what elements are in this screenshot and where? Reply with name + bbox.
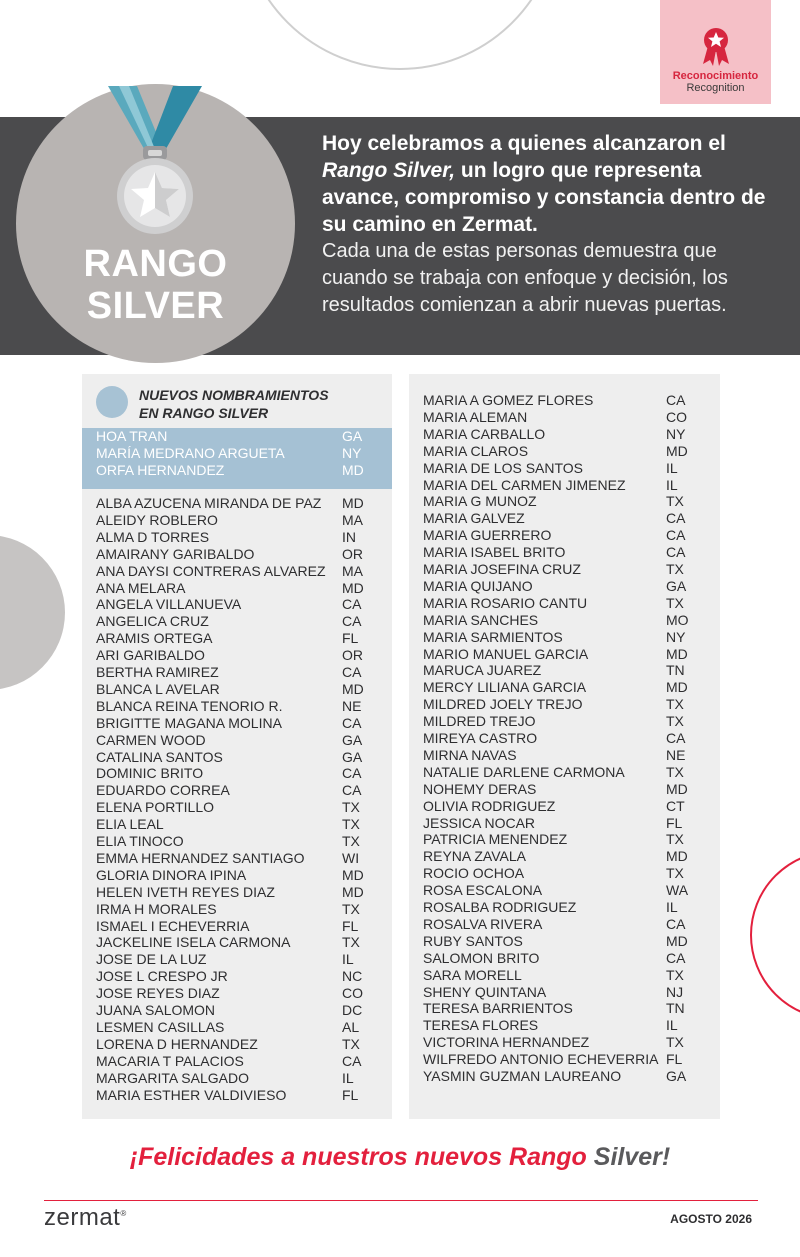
member-name: REYNA ZAVALA [423, 848, 526, 865]
member-name: MIREYA CASTRO [423, 730, 538, 746]
rank-title-line2: SILVER [86, 285, 225, 327]
rank-title-line1: RANGO [83, 243, 228, 285]
member-state: TX [666, 966, 684, 983]
member-state: GA [666, 577, 687, 594]
member-name: IRMA H MORALES [96, 900, 217, 917]
member-state: MD [342, 883, 364, 900]
name-row [423, 730, 696, 747]
name-row [96, 850, 372, 867]
name-row [423, 882, 696, 899]
name-row [423, 798, 696, 815]
name-row [96, 1053, 372, 1070]
member-state: MD [342, 680, 364, 697]
member-name: MARIA SARMIENTOS [423, 628, 563, 645]
member-state: IN [342, 528, 356, 545]
decorative-left-circle [0, 535, 65, 690]
name-row [423, 392, 696, 409]
member-state: IL [666, 476, 678, 493]
ribbon-star-icon [699, 26, 733, 66]
name-row [423, 933, 696, 950]
member-state: NC [342, 968, 363, 985]
badge-subtitle: Recognition [686, 82, 745, 94]
member-name: GLORIA DINORA IPINA [96, 866, 247, 883]
member-name: ANA MELARA [96, 579, 186, 596]
member-state: NY [342, 445, 362, 461]
member-state: WI [342, 849, 360, 866]
member-name: JESSICA NOCAR [423, 814, 536, 831]
name-row [96, 596, 372, 613]
member-state: CA [666, 544, 686, 561]
member-name: MARGARITA SALGADO [96, 1069, 249, 1086]
member-name: JACKELINE ISELA CARMONA [96, 934, 291, 951]
name-row [96, 1070, 372, 1087]
member-name: ALEIDY ROBLERO [96, 511, 218, 528]
name-row [96, 546, 372, 563]
member-name: ALMA D TORRES [96, 528, 210, 545]
name-row [96, 1019, 372, 1036]
member-name: OLIVIA RODRIGUEZ [423, 797, 556, 814]
member-name: ELENA PORTILLO [96, 799, 215, 816]
headline-bold [322, 130, 782, 238]
member-name: MARIA CLAROS [423, 442, 529, 459]
member-state: FL [342, 917, 359, 934]
member-state: OR [342, 545, 363, 562]
member-state: TX [666, 713, 684, 730]
member-name: DOMINIC BRITO [96, 765, 204, 782]
member-name: LESMEN CASILLAS [96, 1018, 225, 1035]
name-row [423, 662, 696, 679]
member-state: MD [666, 932, 688, 949]
member-name: MARIA QUIJANO [423, 577, 533, 594]
name-row [423, 984, 696, 1001]
name-row [96, 782, 372, 799]
name-row [96, 664, 372, 681]
name-row [96, 698, 372, 715]
decorative-top-arc [240, 0, 560, 70]
member-state: TX [666, 763, 684, 780]
name-row [423, 460, 696, 477]
name-row [423, 713, 696, 730]
member-state: MD [666, 780, 688, 797]
member-state: CA [342, 664, 362, 680]
name-row [423, 578, 696, 595]
member-state: MD [342, 866, 364, 883]
name-row [96, 867, 372, 884]
badge-title: Reconocimiento [672, 70, 759, 82]
name-row [423, 679, 696, 696]
name-row [423, 409, 696, 426]
name-row [423, 510, 696, 527]
decorative-right-arc [750, 850, 800, 1020]
member-state: TX [342, 900, 360, 917]
member-state: NY [666, 628, 686, 645]
member-state: CA [666, 949, 686, 966]
name-row [423, 831, 696, 848]
member-state: CA [666, 510, 686, 527]
member-name: EDUARDO CORREA [96, 782, 230, 799]
name-row [96, 495, 372, 512]
name-row [96, 1036, 372, 1053]
member-name: ELIA LEAL [96, 816, 164, 833]
name-row [423, 561, 696, 578]
member-name: MARUCA JUAREZ [423, 662, 542, 679]
name-row [96, 715, 372, 732]
name-row [423, 527, 696, 544]
name-row [423, 781, 696, 798]
member-state: CA [666, 730, 686, 746]
member-state: TX [666, 493, 684, 510]
member-state: IL [666, 459, 678, 476]
headline-rank-italic: Rango Silver, [322, 159, 456, 182]
name-row [96, 681, 372, 698]
name-row [423, 899, 696, 916]
member-state: CA [342, 765, 362, 782]
member-state: NY [666, 425, 686, 442]
member-name: YASMIN GUZMAN LAUREANO [423, 1068, 622, 1084]
member-name: MARIO MANUEL GARCIA [423, 645, 589, 662]
member-name: MARIA GALVEZ [423, 510, 525, 527]
member-name: ARI GARIBALDO [96, 647, 205, 664]
member-name: JUANA SALOMON [96, 1002, 216, 1018]
member-state: TX [666, 696, 684, 713]
member-name: MERCY LILIANA GARCIA [423, 679, 587, 696]
list-heading [139, 386, 379, 422]
member-name: MARIA G MUNOZ [423, 493, 537, 510]
member-name: MARÍA MEDRANO ARGUETA [96, 445, 285, 461]
member-name: HELEN IVETH REYES DIAZ [96, 883, 275, 900]
name-row [96, 968, 372, 985]
member-name: EMMA HERNANDEZ SANTIAGO [96, 849, 305, 866]
member-name: BLANCA L AVELAR [96, 680, 220, 697]
member-state: DC [342, 1002, 363, 1018]
member-name: MARIA GUERRERO [423, 527, 552, 544]
member-name: LORENA D HERNANDEZ [96, 1035, 258, 1052]
member-state: CA [666, 392, 686, 408]
member-name: MARIA JOSEFINA CRUZ [423, 561, 581, 577]
name-row [423, 493, 696, 510]
member-name: ROSA ESCALONA [423, 882, 543, 899]
headline [322, 130, 782, 319]
member-state: NE [342, 697, 362, 714]
rank-title [16, 243, 295, 327]
heading-dot [96, 386, 128, 418]
member-state: TX [342, 833, 360, 849]
member-state: MO [666, 611, 689, 628]
member-name: ROCIO OCHOA [423, 865, 525, 882]
member-state: CA [342, 613, 362, 630]
member-name: ARAMIS ORTEGA [96, 630, 213, 647]
name-row [423, 967, 696, 984]
name-row [423, 747, 696, 764]
name-row [96, 816, 372, 833]
name-row [423, 916, 696, 933]
member-name: MIRNA NAVAS [423, 746, 517, 763]
member-state: MD [666, 679, 688, 696]
zermat-logo: zermat® [44, 1204, 127, 1231]
name-row [96, 884, 372, 901]
recognition-badge [660, 0, 771, 104]
name-row [423, 1034, 696, 1051]
member-name: ELIA TINOCO [96, 833, 184, 849]
congrats-part1: ¡Felicidades a nuestros nuevos Rango [129, 1143, 594, 1171]
member-name: RUBY SANTOS [423, 932, 523, 949]
member-state: TX [666, 594, 684, 611]
member-name: MARIA SANCHES [423, 611, 539, 628]
member-state: TX [342, 1035, 360, 1052]
member-state: TX [666, 1034, 684, 1051]
headline-body: Cada una de estas personas demuestra que cuando se trabaja con enfoque y decisión, los resultados comienzan a abrir nuevas puertas. [322, 240, 728, 316]
member-name: ANGELA VILLANUEVA [96, 596, 242, 613]
member-name: BLANCA REINA TENORIO R. [96, 697, 283, 714]
name-row [96, 630, 372, 647]
name-row [423, 595, 696, 612]
member-name: SARA MORELL [423, 966, 522, 983]
name-row [96, 647, 372, 664]
name-row [423, 815, 696, 832]
member-state: MD [342, 462, 364, 478]
member-state: CO [342, 985, 363, 1002]
name-row [96, 951, 372, 968]
name-row [96, 799, 372, 816]
member-name: MARIA CARBALLO [423, 425, 546, 442]
member-name: ORFA HERNANDEZ [96, 462, 225, 478]
logo-text: zermat [44, 1204, 121, 1231]
member-name: JOSE L CRESPO JR [96, 968, 228, 985]
member-state: TX [666, 831, 684, 848]
member-name: ALBA AZUCENA MIRANDA DE PAZ [96, 495, 322, 511]
member-state: GA [342, 428, 363, 444]
highlighted-name-row [96, 462, 372, 479]
member-name: PATRICIA MENENDEZ [423, 831, 568, 848]
name-row [423, 696, 696, 713]
member-state: TN [666, 662, 685, 679]
member-name: ROSALVA RIVERA [423, 915, 543, 932]
member-state: CO [666, 408, 687, 425]
member-name: MARIA DE LOS SANTOS [423, 459, 584, 476]
member-state: WA [666, 882, 689, 899]
member-state: MA [342, 511, 363, 528]
name-row [96, 901, 372, 918]
member-state: MD [342, 579, 364, 596]
member-name: AMAIRANY GARIBALDO [96, 545, 255, 562]
member-state: MA [342, 562, 363, 579]
member-state: AL [342, 1018, 360, 1035]
name-row [96, 563, 372, 580]
member-name: TERESA BARRIENTOS [423, 1000, 573, 1017]
member-name: MILDRED TREJO [423, 713, 536, 730]
silver-medal-icon [105, 84, 205, 234]
member-state: GA [666, 1068, 687, 1084]
member-state: TX [342, 816, 360, 833]
name-row [423, 865, 696, 882]
member-state: MD [342, 495, 364, 511]
member-state: MD [666, 442, 688, 459]
member-name: MARIA DEL CARMEN JIMENEZ [423, 476, 626, 493]
member-state: CA [342, 596, 362, 613]
list-heading-line1: NUEVOS NOMBRAMIENTOS [139, 387, 329, 403]
member-name: CATALINA SANTOS [96, 748, 223, 765]
member-state: IL [342, 1069, 354, 1086]
congrats-part2: Silver! [593, 1143, 671, 1171]
member-name: SALOMON BRITO [423, 949, 540, 966]
member-state: CA [342, 714, 362, 731]
name-row [96, 613, 372, 630]
name-row [423, 848, 696, 865]
name-row [96, 749, 372, 766]
highlighted-name-row [96, 445, 372, 462]
member-state: NJ [666, 983, 684, 1000]
name-row [423, 1068, 696, 1085]
member-name: ROSALBA RODRIGUEZ [423, 899, 577, 915]
name-row [423, 629, 696, 646]
member-state: IL [666, 899, 678, 915]
name-row [96, 934, 372, 951]
congrats-message [0, 1143, 800, 1172]
highlighted-name-row [96, 428, 372, 445]
member-state: CT [666, 797, 685, 814]
member-name: MACARIA T PALACIOS [96, 1052, 244, 1069]
member-state: TX [666, 865, 684, 882]
member-name: JOSE DE LA LUZ [96, 951, 207, 968]
member-state: IL [666, 1017, 678, 1034]
member-name: MARIA ALEMAN [423, 408, 528, 425]
member-name: MARIA ESTHER VALDIVIESO [96, 1086, 287, 1103]
member-name: BRIGITTE MAGANA MOLINA [96, 714, 282, 731]
name-row [96, 1087, 372, 1104]
member-state: MD [666, 645, 688, 662]
name-row [423, 426, 696, 443]
list-heading-line2: EN RANGO SILVER [139, 405, 269, 421]
name-row [423, 646, 696, 663]
member-name: ISMAEL I ECHEVERRIA [96, 917, 250, 934]
member-state: MD [666, 848, 688, 865]
name-row [423, 950, 696, 967]
member-state: FL [342, 1086, 359, 1103]
member-state: GA [342, 748, 363, 765]
name-row [423, 1051, 696, 1068]
name-row [423, 1017, 696, 1034]
name-row [96, 833, 372, 850]
member-name: HOA TRAN [96, 428, 168, 444]
name-row [423, 1000, 696, 1017]
member-state: NE [666, 746, 686, 763]
member-name: CARMEN WOOD [96, 731, 206, 748]
name-row [96, 765, 372, 782]
member-state: IL [342, 951, 354, 968]
member-state: FL [666, 814, 683, 831]
member-state: FL [666, 1051, 683, 1068]
member-name: NATALIE DARLENE CARMONA [423, 763, 625, 780]
member-state: FL [342, 630, 359, 647]
member-name: ANGELICA CRUZ [96, 613, 209, 630]
member-state: OR [342, 647, 363, 664]
member-state: TN [666, 1000, 685, 1017]
member-state: CA [666, 527, 686, 544]
headline-bold-pre: Hoy celebramos a quienes alcanzaron el [322, 132, 726, 155]
member-name: TERESA FLORES [423, 1017, 539, 1034]
name-row [96, 985, 372, 1002]
member-name: NOHEMY DERAS [423, 780, 537, 797]
name-row [96, 918, 372, 935]
member-name: MARIA ROSARIO CANTU [423, 594, 588, 611]
member-state: TX [342, 799, 360, 816]
name-row [96, 512, 372, 529]
member-name: VICTORINA HERNANDEZ [423, 1034, 590, 1051]
headline-bold-post: un logro que representa avance, compromiso y constancia dentro de su camino en Zermat. [322, 159, 766, 236]
member-state: CA [342, 782, 362, 799]
name-row [96, 732, 372, 749]
member-name: JOSE REYES DIAZ [96, 985, 220, 1002]
issue-date: AGOSTO 2026 [670, 1212, 752, 1226]
member-name: SHENY QUINTANA [423, 983, 547, 1000]
name-row [96, 529, 372, 546]
member-name: MARIA A GOMEZ FLORES [423, 392, 594, 408]
member-name: MARIA ISABEL BRITO [423, 544, 566, 561]
name-row [423, 764, 696, 781]
name-row [423, 477, 696, 494]
member-name: MILDRED JOELY TREJO [423, 696, 583, 713]
member-state: CA [342, 1052, 362, 1069]
name-row [423, 612, 696, 629]
member-state: TX [666, 561, 684, 577]
member-state: TX [342, 934, 360, 951]
member-state: CA [666, 915, 686, 932]
name-row [96, 1002, 372, 1019]
footer-divider [44, 1200, 758, 1201]
name-row [423, 443, 696, 460]
member-name: WILFREDO ANTONIO ECHEVERRIA [423, 1051, 659, 1068]
name-row [423, 544, 696, 561]
member-name: BERTHA RAMIREZ [96, 664, 219, 680]
name-row [96, 580, 372, 597]
member-state: GA [342, 731, 363, 748]
member-name: ANA DAYSI CONTRERAS ALVAREZ [96, 562, 326, 579]
